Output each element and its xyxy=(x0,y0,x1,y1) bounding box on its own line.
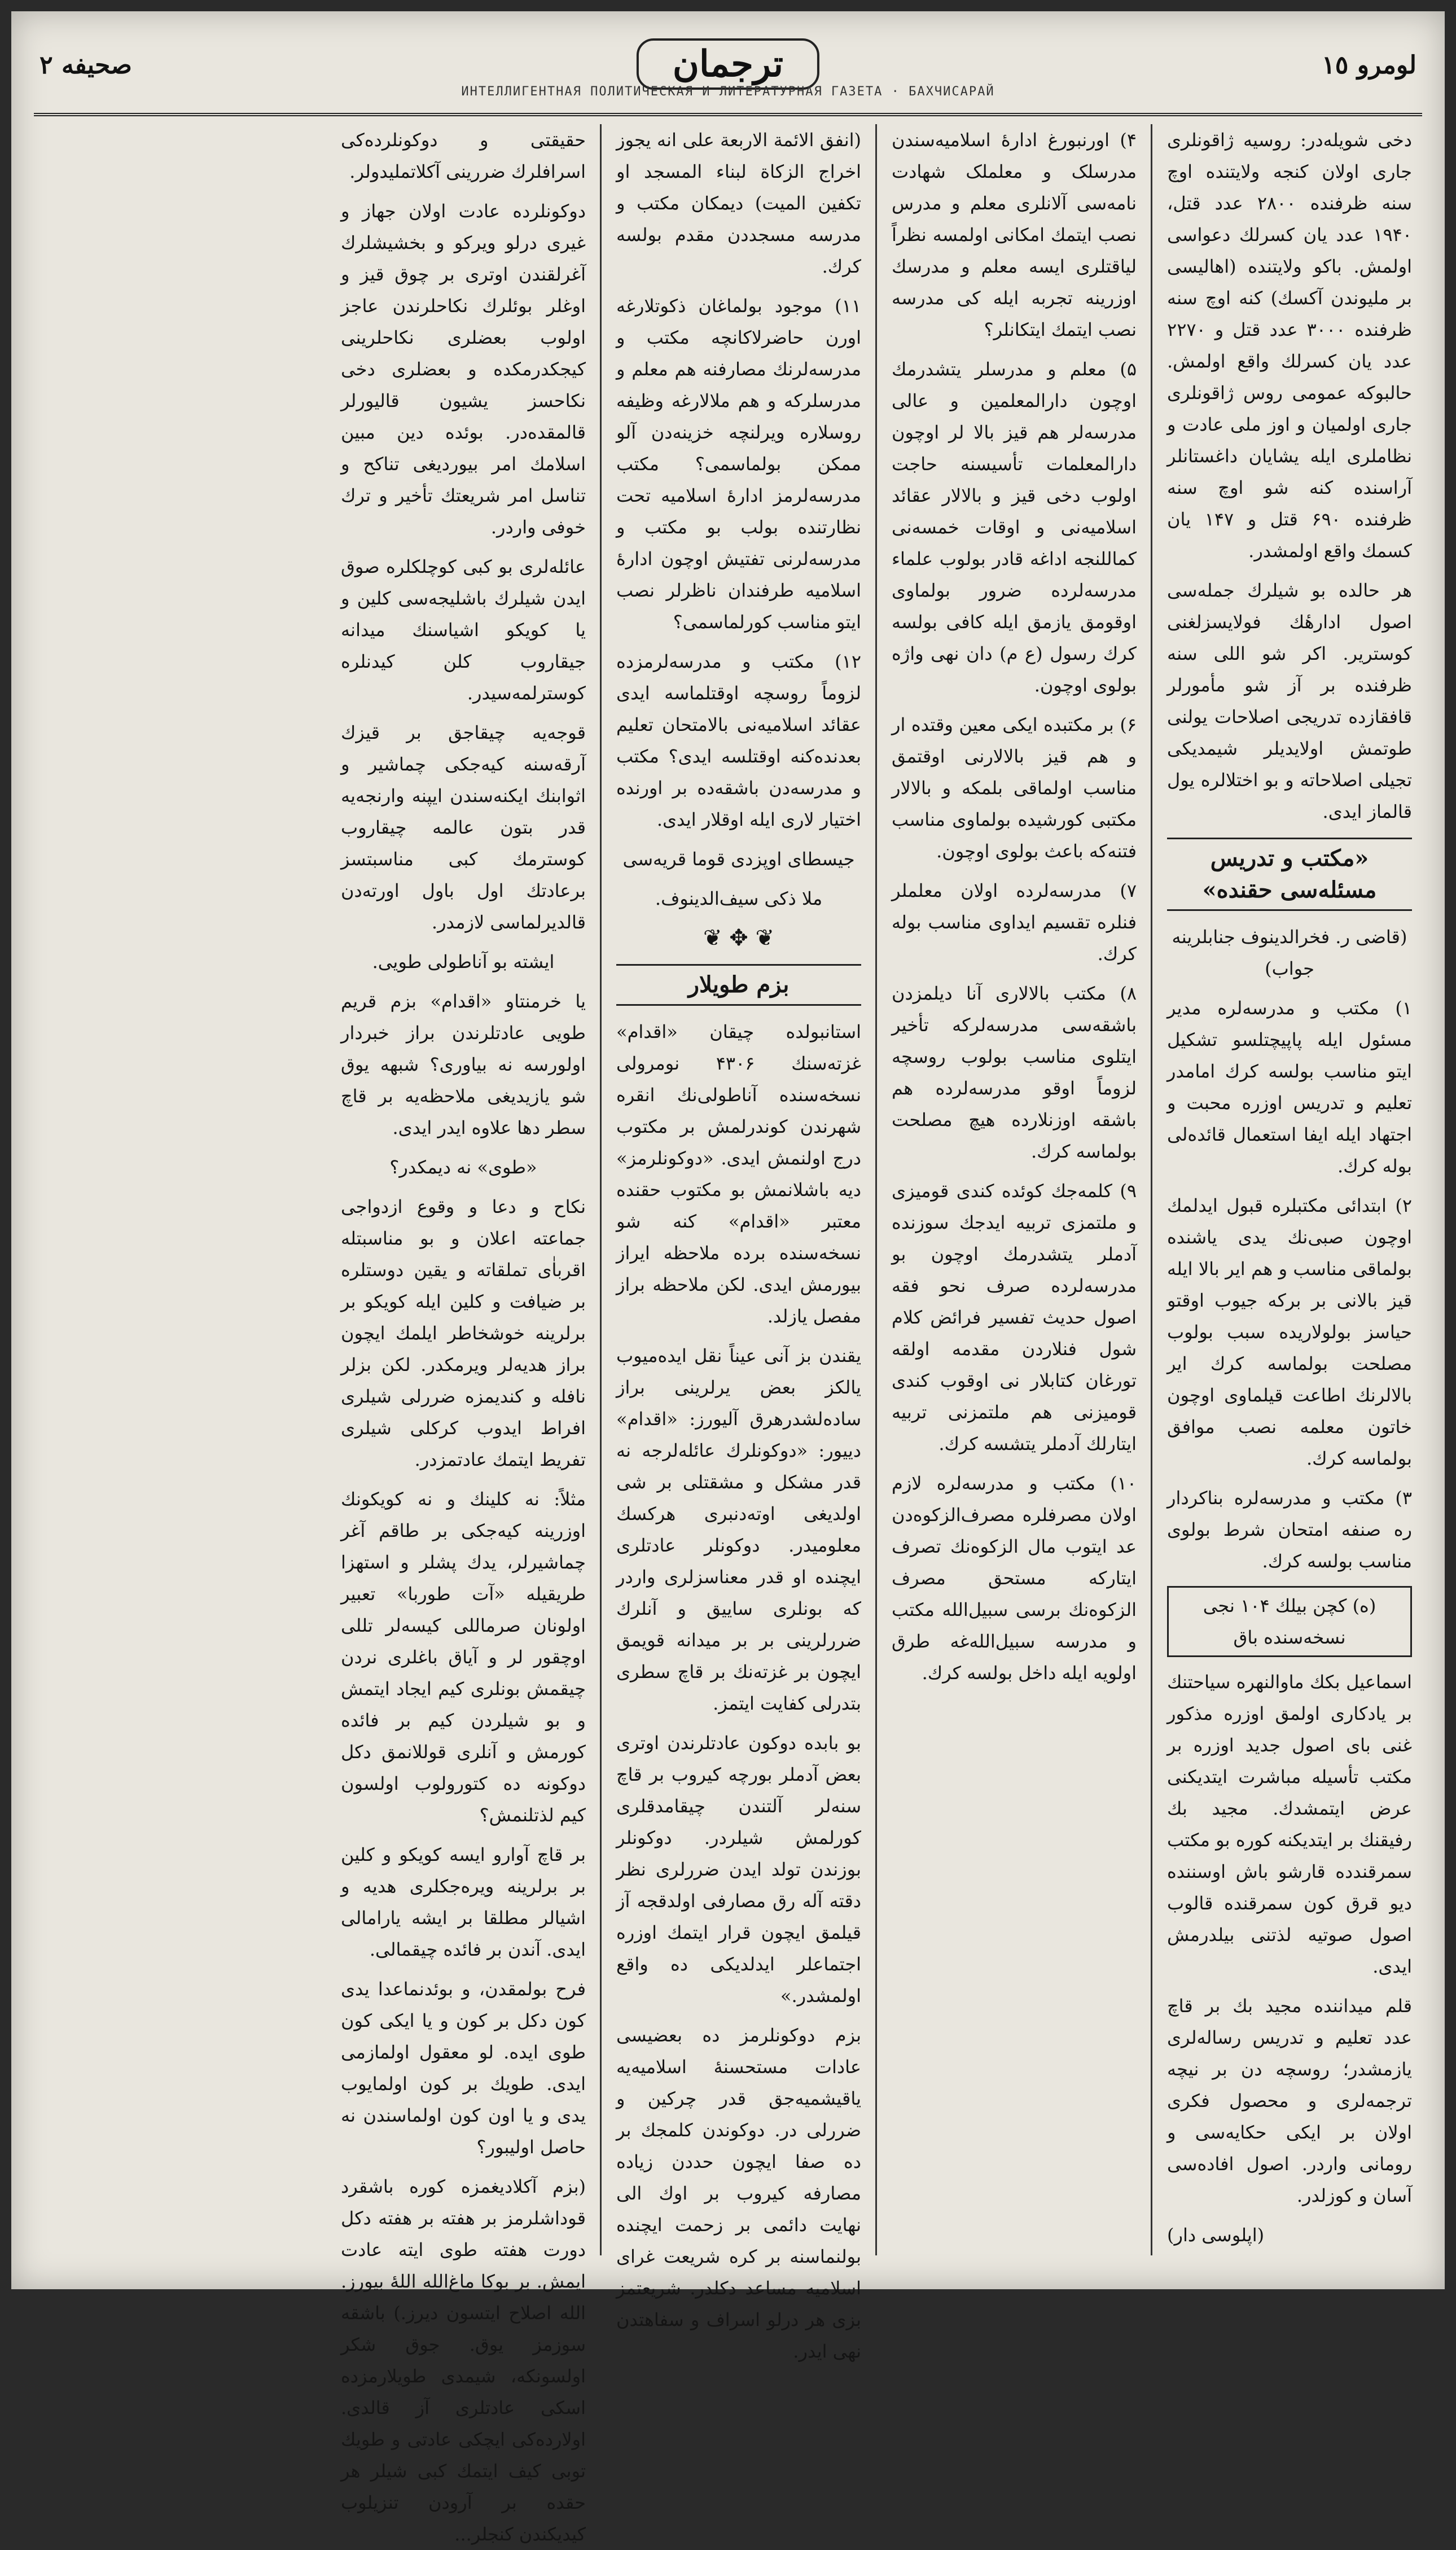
paragraph: دخی شویله‌در: روسیه ژاقونلری جاری اولان کنجه ولایتنده اوچ سنه ظرفنده ۲۸۰۰ عدد قتل، ۱۹۴۰ عدد یان کسرلك دعواسی اولمش. باکو ولایتنده (اهالیسی بر ملیوندن آکسك) کنه اوچ سنه ظرفنده ۳۰۰۰ عدد قتل و ۲۲۷۰ عدد یان کسرلك واقع اولمش. حالبوکه عمومی روس ژاقونلری جاری اولمیان و اوز ملی عادت و نظاملری ایله یشایان داغستانلر آراسنده کنه شو اوچ سنه ظرفنده ۶۹۰ قتل و ۱۴۷ یان کسمك واقع اولمشدر. xyxy=(1167,129,1413,562)
paragraph: هر حالده بو شیلرك جمله‌سی اصول ادارهٔك فولایسزلغنی کوستریر. اکر شو اللی سنه ظرفنده بر آز شو مأمورلر قافقازده تدریجی اصلاحات یولنی طوتمش اولایدیلر شیمدیکی تجیلی اصلاحاته و بو اختلالره یول قالماز ایدی. xyxy=(1167,580,1412,822)
section-subheading: (قاضی ر. فخرالدینوف جنابلرینه جواب) xyxy=(1172,926,1407,979)
column-divider xyxy=(875,124,877,2255)
paragraph: بر قاچ آوارو ایسه کویکو و کلین بر برلرینه ویره‌جکلری هدیه و اشیالر مطلقا بر ایشه یارامالی ایدی. آندن بر فائده چیقمالی. xyxy=(341,1844,586,1960)
paragraph: ۷) مدرسه‌لرده اولان معلملر فنلره تقسیم ایداوی مناسب بوله کرك. xyxy=(892,880,1137,965)
column-divider xyxy=(600,124,602,2255)
paragraph: (انفق الائمة الاربعة علی انه یجوز اخراج الزکاة لبناء المسجد او تکفین المیت) دیمکان مکتب و مدرسه مسجددن مقدم بولسه کرك. xyxy=(616,129,861,277)
issue-number: لومرو ١٥ xyxy=(1322,51,1416,80)
author-signature: ملا ذکی سیف‌الدینوف. xyxy=(655,888,823,909)
paragraph: ۱) مکتب و مدرسه‌لره مدیر مسئول ایله پاپیچتلسو تشکیل ایتو مناسب بولسه کرك امامدر تعلیم و تدریس اوزره محبت و اجتهاد ایله ایفا استعمال قائده‌لی بوله کرك. xyxy=(1167,997,1412,1177)
paragraph: ۸) مکتب بالا‌لاری آنا دیلمزدن باشقه‌سی مدرسه‌لرکه تأخیر ایتلوی مناسب بولوب روسچه لزوماً اوقو مدرسه‌لرده هم باشقه اوزنلارده هیچ مصلحت بولماسه کرك. xyxy=(892,983,1137,1162)
dateline: جیسطای اوپزدی قوما قریه‌سی xyxy=(622,848,855,870)
page-number: صحيفه ٢ xyxy=(40,51,132,80)
paragraph: یقندن بز آنی عیناً نقل ایده‌میوب یالکز بعض یرلرینی براز ساده‌لشدرهرق آلیورز: «اقدام» دییور: «دوکونلرك عائله‌لرجه نه قدر مشکل و مشقتلی بر شی اولدیغی اوته‌دنبری هرکسك معلومیدر. دوکونلر عادتلری ایچنده او قدر معناسزلری واردر که بونلری ساییق و آنلرك ضررلرینی بر بر میدانه قویمق ایچون بر غزته‌نك بر قاچ سطری بتدرلی کفایت ایتمز. xyxy=(616,1345,861,1714)
newspaper-page xyxy=(11,11,1445,2545)
paragraph: ایشته بو آناطولی طویی. xyxy=(372,951,555,972)
paragraph: بو بابده دوکون عادتلرندن اوتری بعض آدملر بورچه کیروب بر قاچ سنه‌لر آلتندن چیقامدقلری کورلمش شیلردر. دوکونلر بوزندن تولد ایدن ضررلری نظر دقته آله رق مصارفی اولدقجه آز قیلمق ایچون قرار ایتمك اوزره اجتماعلر ایدلدیکی ده واقع اولمشدر.» xyxy=(616,1732,861,2006)
section-heading: «مکتب و تدریس مسئله‌سی حقنده» xyxy=(1167,838,1412,911)
ornament-icon: ❦ ✥ ❦ xyxy=(703,925,774,951)
column-1 xyxy=(1157,124,1422,2255)
paragraph: مثلاً: نه کلینك و نه کویکونك اوزرینه کیه‌جکی بر طاقم آغر چماشیرلر، یدك پشلر و استهزا طریقیله «آت طوربا» تعبیر اولونان صرماللی کیسه‌لر تللی اوچقور لر و آیاق باغلری نردن چیقمش بونلری کیم ایجاد ایتمش و بو شیلردن کیم بر فائده کورمش و آنلری قوللانمق دکل دوکونه ده کتورولوب اولسون کیم لذتلنمش؟ xyxy=(341,1488,586,1826)
column-2 xyxy=(882,124,1147,2255)
column-3 xyxy=(606,124,871,2362)
paragraph: بزم دوکونلرمز ده بعضیسی عادات مستحسنهٔ اسلامیه‌یه یاقیشمیه‌جق قدر چرکین و ضررلی در. دوکوندن کلمجك بر ده صفا ایچون حددن زیاده مصارفه کیروب بر اوك الی نهایت دائمی بر زحمت ایچنده بولنماسنه بر کره شریعت غرای اسلامیه مساعد دکلدر. شریعتمز بزی هر درلو اسراف و سفاهتدن نهی ایدر. xyxy=(616,2025,861,2362)
paragraph: ۱۰) مکتب و مدرسه‌لره لازم اولان مصرفلره مصرف‌الزکوه‌دن عد ایتوب مال الزکوه‌نك تصرف ایتارکه مستحق مصرف الزکوه‌نك برسی سبیل‌الله مکتب و مدرسه سبیل‌الله‌غه طرق اولویه ایله داخل بولسه کرك. xyxy=(892,1473,1137,1684)
paragraph: قوجه‌یه چیقاجق بر قیزك آرقه‌سنه کیه‌جکی چماشیر و اثوابنك ایکنه‌سندن ایپنه وارنجه‌یه قدر بتون عالمه چیقاروب کوسترمك کبی مناسبتسز برعادتك اول باول اورته‌دن قالدیرلماسی لازمدر. xyxy=(341,722,586,933)
paragraph: (بزم آکلادیغمزه کوره باشقرد قوداشلرمز بر هفته بر هفته دکل دورت هفته طوی ایته عادت ایمش. بر بوکا ماغ‌الله اللهٔ بیورز. الله اصلاح ایتسون دیرز.) باشقه سوزمز یوق. جوق شکر اولسونکه، شیمدی طویلارمزده اسکی عادتلری آز قالدی. اولارده‌کی ایچکی عادتی و طویك توبی کیف ایتمك کبی شیلر هر حقده بر آرودن تنزیلوب کیدیکندن کنجلر... xyxy=(341,2176,586,2545)
footnote: (ه) کچن بیلك ۱۰۴ نجی نسخه‌سنده باق xyxy=(1167,1586,1412,1657)
masthead xyxy=(34,28,1422,116)
paragraph: اسماعیل بکك ماوالنهره سیاحتنك بر یادکاری اولمق اوزره مذکور غنی بای اصول جدید اوزره بر مکتب تأسیله مباشرت ایتدیکنی عرض ایتمشدك. مجید بك رفیقنك بر ایتدیکنه کوره بو مکتب سمرقندده قارشو باش اوسننده دیو قرق کون سمرقنده قالوب اصول صوتیه لذتنی بیلدرمش ایدی. xyxy=(1167,1671,1412,1977)
masthead-subtitle: ИНТЕЛЛИГЕНТНАЯ ПОЛИТИЧЕСКАЯ И ЛИТЕРАТУРНАЯ ГАЗЕТА · БАХЧИСАРАЙ xyxy=(461,85,995,99)
paragraph: ۴) اورنبورغ ادارهٔ اسلامیه‌سندن مدرسلک و معلملک شهادت نامه‌سی آلانلری معلم و مدرس نصب ایتمك امکانی اولمسه نظراً لیاقتلری ایسه معلم و مدرسك اوزرینه تجربه ایله کی مدرسه نصب ایتمك ایتکانلر؟ xyxy=(892,129,1137,340)
paragraph: ۱۲) مکتب و مدرسه‌لرمزده لزوماً روسچه اوقتلماسه ایدی عقائد اسلامیه‌نی بالامتحان تعلیم بعدنده‌کنه اوقتلسه ایدی؟ مکتب و مدرسه‌دن باشقه‌ده بر اورنده اختیار لاری ایله اوقلار ایدی. xyxy=(616,651,861,830)
column-4 xyxy=(331,124,596,2545)
paragraph: ۳) مکتب و مدرسه‌لره بناکردار ره صنفه امتحان شرط بولوی مناسب بولسه کرك. xyxy=(1167,1487,1412,1572)
paragraph: عائله‌لری بو کبی کوچلکلره صوق ایدن شیلرك باشلیجه‌سی کلین و یا کویکو اشیاسنك میدانه جیقاروب کلن کیدنلره کوسترلمه‌سیدر. xyxy=(341,556,586,704)
paragraph: قلم میداننده مجید بك بر قاچ عدد تعلیم و تدریس رساله‌لری یازمشدر؛ روسچه دن بر نیچه ترجمه‌لری و محصول فکری اولان بر ایکی حکایه‌سی و رومانی واردر. اصول افاده‌سی آسان و کوزلدر. xyxy=(1167,1995,1412,2206)
paragraph: ۶) بر مکتبده ایکی معین وقتده ار و هم قیز بالالارنی اوقتمق مناسب اولماقی بلمکه و بالالار مکتبی کورشیده بولماوی مناسب فتنه‌که باعث بولوی اوچون. xyxy=(892,714,1137,862)
paragraph: دوکونلرده عادت اولان جهاز و غیری درلو ویرکو و بخشیشلرك آغرلقندن اوتری بر چوق قیز و اوغلر بوئلرك نکاحلرندن عاجز اولوب بعضلری نکاحلرینی کیجکدرمکده و بعضلری دخی نکاحسز یشیون قالیورلر قالمقده‌در. بوئده دین مبین اسلامك امر بیوردیغی تناکح و تناسل امر شریعتك تأخیر و ترك خوفی واردر. xyxy=(341,200,586,538)
paragraph: ۵) معلم و مدرسلر یتشدرمك اوچون دارالمعلمین و عالی مدرسه‌لر هم قیز بالا لر اوچون دارالمعلمات تأسیسنه حاجت اولوب دخی قیز و بالالار عقائد اسلامیه‌نی و اوقات خمسه‌نی کماللنجه اداغه قادر بولوب علماء مدرسه‌لرده ضرور بولماوی اوقومق یازمق ایله کافی بولسه کرك رسول (ع م) دان نهی واژه بولوی اوچون. xyxy=(892,358,1137,696)
paragraph: ۲) ابتدائی مکتبلره قبول ایدلمك اوچون صبی‌نك یدی یاشنده بولماقی مناسب و هم ایر بالا ایله قیز بالانی بر برکه جیوب اوقتو حیاسز بولولاریده سبب بولوب مصلحت بولماسه کرك ایر بالالرنك اطاعت قیلماوی اوچون خاتون معلمه نصب موافق بولماسه کرك. xyxy=(1167,1195,1412,1469)
newspaper-title: ترجمان xyxy=(637,38,819,90)
signature: (اپلوسی دار) xyxy=(1167,2224,1265,2246)
article-columns xyxy=(34,124,1422,2545)
paragraph: یا خرمنتاو «اقدام» بزم قریم طویی عادتلرندن براز خبردار اولورسه نه بیاوری؟ شبهه یوق شو یازیدیغی ملاحظه‌یه بر قاچ سطر دها علاوه ایدر ایدی. xyxy=(341,991,586,1138)
paragraph: نکاح و دعا و وقوع ازدواجی جماعته اعلان و بو مناسبتله اقرباٰی تملقاته و یقین دوستلره بر ضیافت و کلین ایله کویکو بر برلرینه خوشخاطر ایلمك ایچون براز هدیه‌لر ویرمکدر. لکن بزلر نافله و کندیمزه ضررلی شیلری افراط ایدوب کرکلی شیلری تفریط ایتمك عادتمزدر. xyxy=(341,1196,586,1470)
paragraph: «طوی» نه دیمکدر؟ xyxy=(389,1156,537,1178)
column-divider xyxy=(1151,124,1152,2255)
paragraph: فرح بولمقدن، و بوئدنماعدا یدی کون دکل بر کون و یا ایکی کون طوی ایده. لو معقول اولمازمی ایدی. طویك بر کون اولمایوب یدی و یا اون کون اولماسندن نه حاصل اولیبور؟ xyxy=(341,1978,586,2158)
section-heading: بزم طویلار xyxy=(616,964,861,1006)
paragraph: ۱۱) موجود بولماغان ذکوتلارغه اورن حاضرلاکانچه مکتب و مدرسه‌لرنك مصارفنه هم معلم و مدرسلرکه و هم ملالارغه وظیفه روسلاره ویرلنچه خزینه‌دن آلو ممکن بولماسمی؟ مکتب مدرسه‌لرمز ادارهٔ اسلامیه تحت نظارتنده بولب بو مکتب و مدرسه‌لرنی تفتیش اوچون ادارهٔ اسلامیه طرفندان ناظرلر نصب ایتو مناسب کورلماسمی؟ xyxy=(616,295,861,633)
paragraph: حقیقتی و دوکونلرده‌کی اسرافلرك ضررینی آکلاتملیدولر. xyxy=(341,129,586,182)
paragraph: ۹) کلمه‌جك کوئده کندی قومیزی و ملتمزی تربیه ایدجك سوزنده آدملر یتشدرمك اوچون بو مدرسه‌لرده صرف نحو فقه اصول حدیث تفسیر فرائض کلام شول فنلاردن مقدمه اولقه تورغان کتابلار نی اوقوب کندی قومیزنی هم ملتمزنی تربیه ایتارلك آدملر یتشسه کرك. xyxy=(892,1180,1137,1454)
paragraph: استانبولده چیقان «اقدام» غزته‌سنك ۴۳۰۶ نومرولی نسخه‌سنده آناطولی‌نك انقره شهرندن کوندرلمش بر مکتوب درج اولنمش ایدی. «دوکونلرمز» دیه باشلانمش بو مکتوب حقنده معتبر «اقدام» کنه شو نسخه‌سنده برده ملاحظه ایراز بیورمش ایدی. لکن ملاحظه براز مفصل یازلد. xyxy=(616,1021,861,1327)
